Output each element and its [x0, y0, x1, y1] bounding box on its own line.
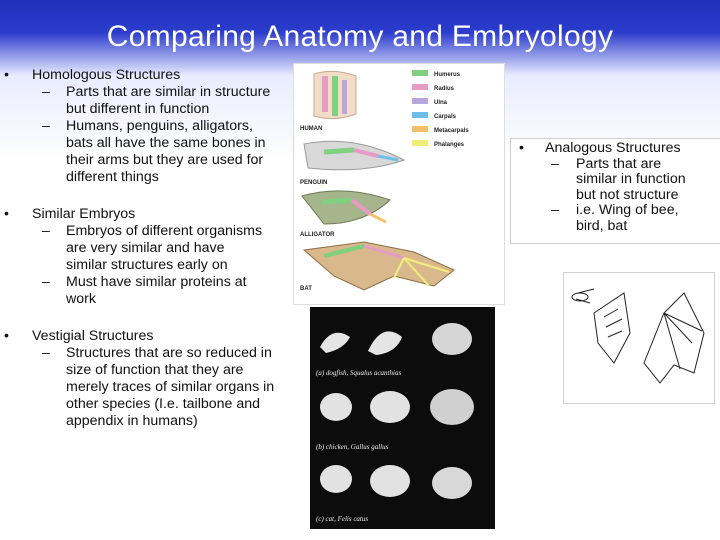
embryo-diagram	[310, 307, 495, 529]
slide-title: Comparing Anatomy and Embryology	[106, 20, 614, 53]
human-arm-illustration	[314, 71, 356, 118]
analogous-structures-box	[510, 138, 720, 244]
sub-bullet-text: Must have similar proteins at work	[66, 274, 247, 307]
bullet-symbol: •	[519, 140, 524, 156]
dash-symbol: –	[551, 155, 559, 172]
bullet-embryos	[0, 206, 285, 223]
sub-bullet	[0, 223, 266, 274]
dogfish-embryos	[320, 323, 472, 355]
chicken-embryos	[320, 389, 474, 425]
wing-comparison-sketch	[564, 273, 714, 403]
legend-label: Humerus	[434, 72, 461, 78]
cat-embryos	[320, 465, 472, 499]
sub-bullet	[0, 84, 285, 118]
legend-label: Carpals	[434, 114, 457, 120]
homology-figure	[293, 63, 505, 305]
bullet-analogous	[511, 141, 720, 157]
bullet-vestigial	[0, 328, 285, 345]
sub-bullet	[0, 118, 278, 186]
legend-label: Metacarpals	[434, 128, 469, 134]
legend-swatch	[412, 140, 428, 146]
sub-bullet-text: Embryos of different organisms are very similar and have similar structures early on	[66, 223, 263, 273]
bullet-symbol: •	[4, 328, 9, 344]
alligator-leg-illustration	[302, 191, 390, 224]
sub-bullet	[511, 157, 706, 204]
embryo-figure	[310, 307, 495, 529]
dash-symbol: –	[42, 274, 50, 290]
sub-bullet	[0, 274, 276, 308]
bee-wing-sketch	[572, 289, 594, 303]
bullet-heading: Homologous Structures	[32, 67, 181, 83]
left-bullet-list	[0, 67, 285, 430]
sub-bullet-text: Parts that are similar in structure but different in function	[66, 84, 271, 117]
legend-label: Ulna	[434, 100, 448, 106]
sub-bullet-text: i.e. Wing of bee, bird, bat	[576, 202, 679, 234]
legend-swatch	[412, 112, 428, 118]
dash-symbol: –	[551, 202, 559, 218]
bullet-homologous	[0, 67, 285, 84]
sub-bullet	[511, 203, 706, 234]
legend-label: Radius	[434, 86, 455, 92]
legend-label: Phalanges	[434, 142, 465, 148]
dash-symbol: –	[42, 345, 50, 361]
legend-swatch	[412, 98, 428, 104]
legend-swatch	[412, 70, 428, 76]
homology-diagram	[294, 64, 504, 304]
bat-wing-illustration	[304, 242, 454, 290]
legend-swatch	[412, 126, 428, 132]
animal-label-alligator: ALLIGATOR	[300, 232, 335, 238]
bone-legend	[412, 70, 469, 148]
wings-figure	[563, 272, 715, 404]
embryo-caption-dogfish: (a) dogfish, Squalus acanthias	[316, 369, 402, 377]
sub-bullet-text: Parts that are similar in function but not structure	[576, 155, 686, 203]
bullet-heading: Vestigial Structures	[32, 328, 154, 344]
animal-label-bat: BAT	[300, 286, 312, 292]
bullet-heading: Analogous Structures	[545, 140, 681, 156]
bird-wing-sketch	[594, 293, 630, 363]
bullet-symbol: •	[4, 206, 9, 222]
sub-bullet-text: Humans, penguins, alligators, bats all have the same bones in their arms but they are used for different things	[66, 118, 266, 185]
legend-swatch	[412, 84, 428, 90]
embryo-caption-chicken: (b) chicken, Gallus gallus	[316, 443, 389, 451]
sub-bullet-text: Structures that are so reduced in size of function that they are merely traces of similar organs in other species (I.e. tailbone and appendix in humans)	[66, 345, 275, 429]
bullet-symbol: •	[4, 67, 9, 83]
dash-symbol: –	[42, 84, 50, 100]
bat-wing-sketch	[644, 293, 704, 383]
sub-bullet	[0, 345, 278, 430]
dash-symbol: –	[42, 118, 50, 134]
embryo-caption-cat: (c) cat, Felis catus	[316, 515, 369, 523]
dash-symbol: –	[42, 223, 50, 239]
animal-label-human: HUMAN	[300, 126, 323, 132]
penguin-flipper-illustration	[304, 141, 404, 170]
animal-label-penguin: PENGUIN	[300, 180, 328, 186]
bullet-heading: Similar Embryos	[32, 206, 136, 222]
